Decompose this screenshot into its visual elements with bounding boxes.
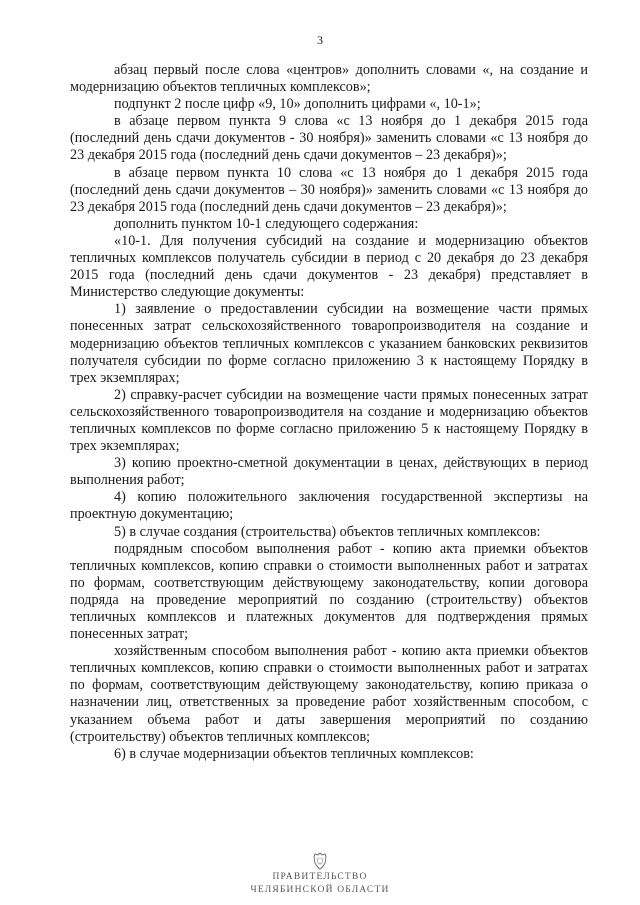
paragraph-2: подпункт 2 после цифр «9, 10» дополнить цифрами «, 10-1»; (114, 96, 481, 113)
paragraph-12: подрядным способом выполнения работ - копию акта приемки объектов тепличных комплексов, копию справки о стоимости выполненных работ и затратах по формам, соответствующим действующему законодательству, копии договора подряда на проведение мероприятий по созданию (строительству) объектов тепличных комплексов и платежных документов для подтверждения прямых понесенных затрат; (70, 540, 588, 643)
paragraph-7: 1) заявление о предоставлении субсидии на возмещение части прямых понесенных затрат сельскохозяйственного товаропроизводителя на создание и модернизацию объектов тепличных комплексов с указанием банковских реквизитов получателя субсидии по форме согласно приложению 3 к настоящему Порядку в трех экземплярах; (70, 301, 588, 386)
paragraph-3: в абзаце первом пункта 9 слова «с 13 ноября до 1 декабря 2015 года (последний день сдачи документов - 30 ноября)» заменить словами «с 13 ноября до 23 декабря 2015 года (последний день сдачи документов – 23 декабря)»; (70, 113, 588, 164)
footer (0, 852, 640, 896)
footer-government-label: ПРАВИТЕЛЬСТВО (272, 872, 368, 882)
paragraph-6: «10-1. Для получения субсидий на создание и модернизацию объектов тепличных комплексов получатель субсидии в период с 20 декабря до 23 декабря 2015 года (последний день сдачи документов - 23 декабря) представляет в Министерство следующие документы: (70, 232, 588, 301)
paragraph-14: 6) в случае модернизации объектов тепличных комплексов: (114, 745, 474, 762)
paragraph-1: абзац первый после слова «центров» дополнить словами «, на создание и модернизацию объектов тепличных комплексов»; (70, 62, 588, 96)
paragraph-11: 5) в случае создания (строительства) объектов тепличных комплексов: (114, 523, 541, 540)
paragraph-8: 2) справку-расчет субсидии на возмещение части прямых понесенных затрат сельскохозяйственного товаропроизводителя на создание и модернизацию объектов тепличных комплексов по форме согласно приложению 5 к настоящему Порядку в трех экземплярах; (70, 386, 588, 455)
paragraph-13: хозяйственным способом выполнения работ - копию акта приемки объектов тепличных комплексов, копию справки о стоимости выполненных работ и затратах по формам, соответствующим действующему законодательству, копию приказа о назначении лиц, ответственных за проведение работ хозяйственным способом, с указанием объема работ и даты завершения мероприятий по созданию (строительству) объектов тепличных комплексов; (70, 643, 588, 745)
page-number: 3 (317, 33, 323, 47)
paragraph-9: 3) копию проектно-сметной документации в ценах, действующих в период выполнения работ; (70, 455, 588, 489)
document-body (70, 62, 588, 763)
footer-region-label: ЧЕЛЯБИНСКОЙ ОБЛАСТИ (250, 885, 390, 895)
coat-of-arms-icon (312, 852, 328, 870)
paragraph-4: в абзаце первом пункта 10 слова «с 13 ноября до 1 декабря 2015 года (последний день сдачи документов – 30 ноября)» заменить словами «с 13 ноября до 23 декабря 2015 года (последний день сдачи документов – 23 декабря)»; (70, 164, 588, 215)
paragraph-5: дополнить пунктом 10-1 следующего содержания: (114, 215, 419, 232)
paragraph-10: 4) копию положительного заключения государственной экспертизы на проектную документацию; (70, 489, 588, 523)
